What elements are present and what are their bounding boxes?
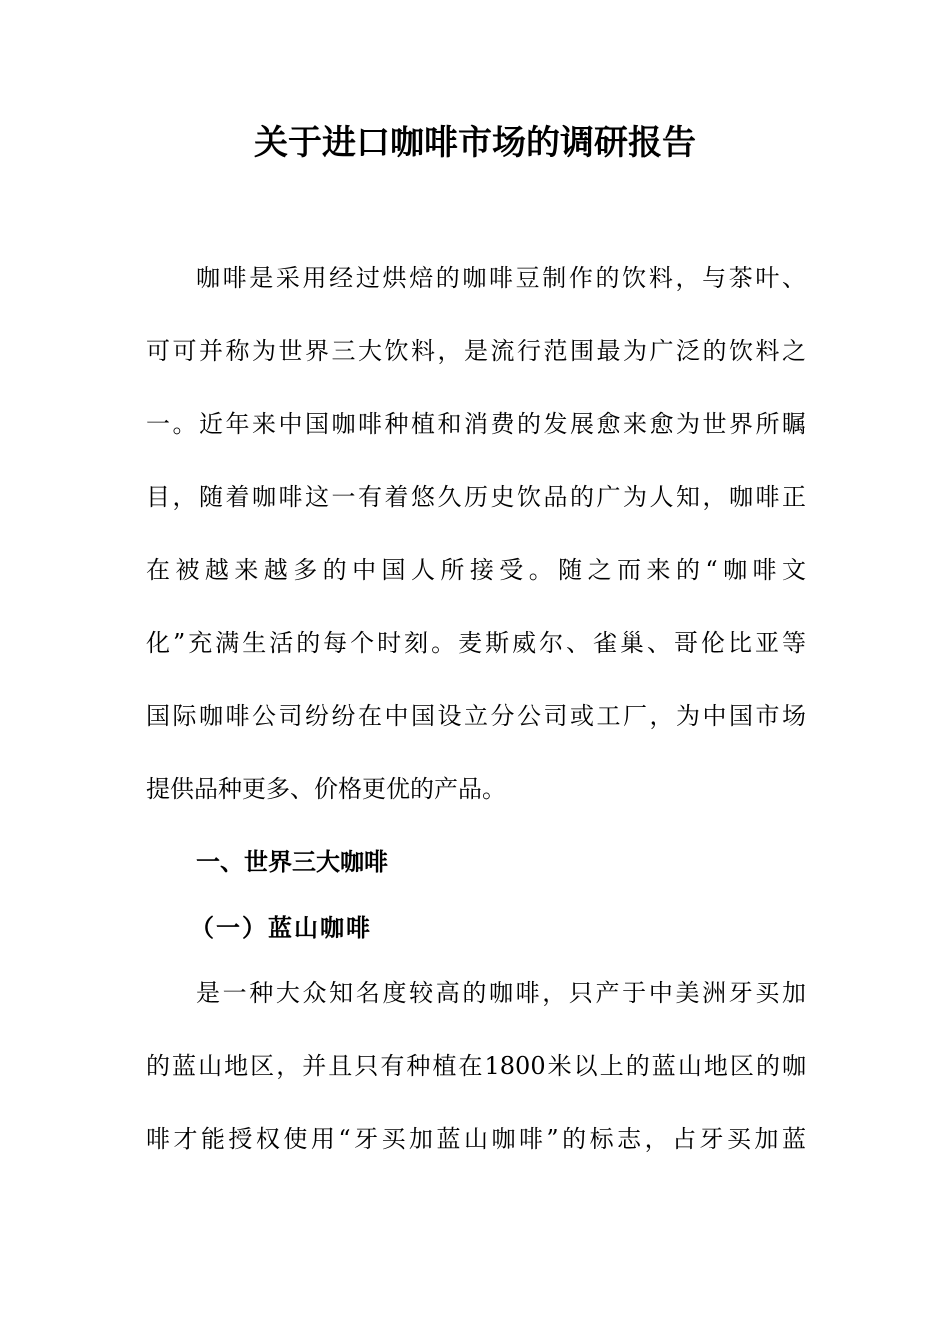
document-title: 关于进口咖啡市场的调研报告 (254, 123, 696, 163)
paragraph-line: 提供品种更多、价格更优的产品。 (146, 775, 506, 803)
subsection-heading: （一）蓝山咖啡 (190, 913, 372, 942)
paragraph-line: 咖啡是采用经过烘焙的咖啡豆制作的饮料，与茶叶、 (196, 264, 806, 292)
paragraph-line: 国际咖啡公司纷纷在中国设立分公司或工厂，为中国市场 (146, 702, 806, 730)
paragraph-line: 是一种大众知名度较高的咖啡，只产于中美洲牙买加 (196, 979, 806, 1007)
paragraph-line: 一。近年来中国咖啡种植和消费的发展愈来愈为世界所瞩 (146, 410, 806, 438)
paragraph-line: 目，随着咖啡这一有着悠久历史饮品的广为人知，咖啡正 (146, 483, 806, 511)
paragraph-line: 啡才能授权使用“牙买加蓝山咖啡”的标志，占牙买加蓝 (146, 1125, 806, 1153)
section-heading: 一、世界三大咖啡 (196, 848, 388, 876)
paragraph-line: 的蓝山地区，并且只有种植在1800米以上的蓝山地区的咖 (146, 1052, 806, 1080)
paragraph-line: 化”充满生活的每个时刻。麦斯威尔、雀巢、哥伦比亚等 (146, 629, 806, 657)
paragraph-line: 在被越来越多的中国人所接受。随之而来的“咖啡文 (146, 556, 806, 584)
paragraph-line: 可可并称为世界三大饮料，是流行范围最为广泛的饮料之 (146, 337, 806, 365)
